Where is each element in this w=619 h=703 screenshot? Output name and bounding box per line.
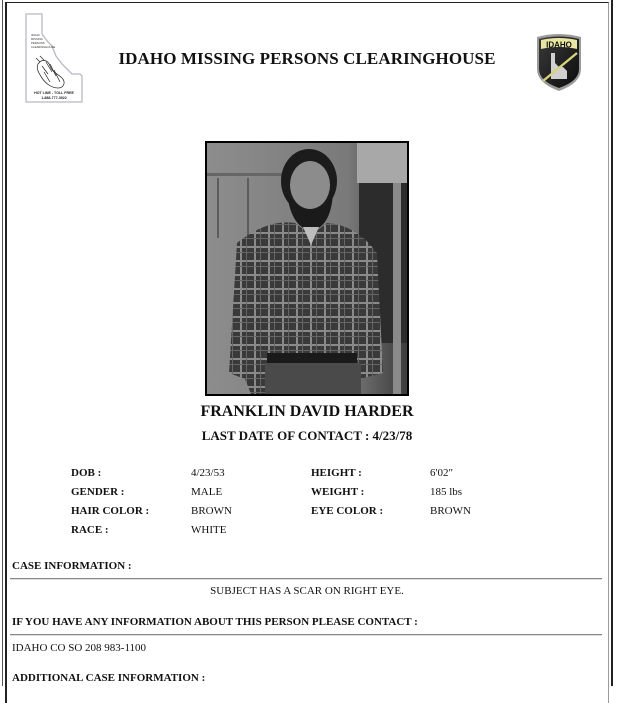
gender-value: MALE bbox=[191, 486, 223, 498]
contact-text: IDAHO CO SO 208 983-1100 bbox=[12, 642, 147, 654]
gender-label: GENDER : bbox=[71, 486, 125, 498]
height-label: HEIGHT : bbox=[311, 467, 362, 479]
eye-color-label: EYE COLOR : bbox=[311, 505, 384, 517]
left-logo-line-4: CLEARINGHOUSE bbox=[31, 45, 56, 49]
contact-divider bbox=[10, 634, 602, 636]
hair-color-value: BROWN bbox=[191, 505, 232, 517]
hotline-phone: 1-888-777-3922 bbox=[41, 96, 67, 100]
left-logo-line-3: PERSONS bbox=[31, 41, 45, 45]
weight-label: WEIGHT : bbox=[311, 486, 365, 498]
last-date-of-contact bbox=[0, 428, 614, 444]
hair-color-label: HAIR COLOR : bbox=[71, 505, 150, 517]
page-border-left bbox=[2, 0, 3, 686]
case-information-text: SUBJECT HAS A SCAR ON RIGHT EYE. bbox=[210, 585, 404, 597]
hotline-text: HOT LINE - TOLL FREE bbox=[34, 91, 74, 95]
left-logo-line-2: MISSING bbox=[31, 37, 43, 41]
dob-label: DOB : bbox=[71, 467, 102, 479]
person-photo bbox=[205, 141, 409, 396]
additional-case-information-heading: ADDITIONAL CASE INFORMATION : bbox=[12, 672, 206, 684]
height-value: 6'02" bbox=[430, 467, 453, 479]
badge-text: IDAHO bbox=[546, 40, 572, 50]
race-label: RACE : bbox=[71, 524, 109, 536]
idaho-state-police-badge-icon bbox=[533, 33, 585, 93]
race-value: WHITE bbox=[191, 524, 227, 536]
dob-value: 4/23/53 bbox=[191, 467, 225, 479]
contact-heading: IF YOU HAVE ANY INFORMATION ABOUT THIS PERSON PLEASE CONTACT : bbox=[12, 616, 418, 628]
weight-value: 185 lbs bbox=[430, 486, 463, 498]
page-border-right bbox=[611, 0, 613, 686]
left-logo-line-1: IDAHO bbox=[31, 33, 40, 37]
page-title: IDAHO MISSING PERSONS CLEARINGHOUSE bbox=[118, 49, 496, 68]
eye-color-value: BROWN bbox=[430, 505, 471, 517]
person-name: FRANKLIN DAVID HARDER bbox=[200, 403, 414, 420]
case-information-heading: CASE INFORMATION : bbox=[12, 560, 132, 572]
last-contact-value: 4/23/78 bbox=[372, 428, 413, 443]
last-contact-label: LAST DATE OF CONTACT : bbox=[201, 428, 370, 443]
case-information-divider bbox=[10, 578, 602, 580]
